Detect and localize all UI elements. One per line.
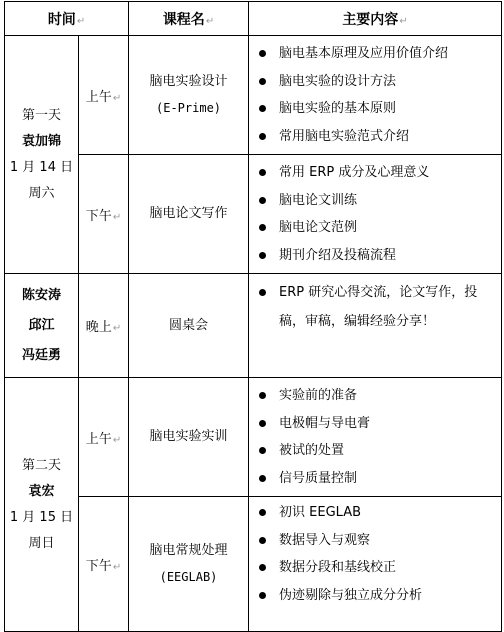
list-item: 电极帽与导电膏 — [257, 410, 501, 438]
header-course: 课程名↵ — [129, 2, 249, 36]
day1-cell — [5, 36, 79, 274]
day1-morning-content — [249, 36, 502, 155]
header-content: 主要内容↵ — [249, 2, 502, 36]
day2-afternoon-course: 脑电常规处理 (EEGLAB) — [129, 497, 249, 632]
list-item: 脑电实验的设计方法 — [257, 68, 501, 96]
list-item: 常用脑电实验范式介绍 — [257, 123, 501, 151]
list-item: 被试的处置 — [257, 437, 501, 465]
list-item: 脑电实验的基本原则 — [257, 95, 501, 123]
list-item: 实验前的准备 — [257, 382, 501, 410]
day2-weekday: 周日 — [28, 535, 55, 551]
list-item: 脑电基本原理及应用价值介绍 — [257, 40, 501, 68]
bullet-icon — [259, 447, 266, 454]
bullet-icon — [259, 197, 266, 204]
day2-morning-content — [249, 378, 502, 497]
list-item: 数据导入与观察 — [257, 527, 501, 555]
bullet-icon — [259, 592, 266, 599]
day1-label: 第一天 — [21, 107, 61, 123]
day1-morning-row — [5, 36, 502, 155]
list-item: 常用 ERP 成分及心理意义 — [257, 159, 501, 187]
list-item: 期刊介绍及投稿流程 — [257, 242, 501, 270]
bullet-icon — [259, 78, 266, 85]
bullet-icon — [259, 564, 266, 571]
bullet-icon — [259, 537, 266, 544]
day2-morning-row — [5, 378, 502, 497]
day1-morning-slot: 上午↵ — [79, 36, 129, 155]
day2-morning-course: 脑电实验实训 — [129, 378, 249, 497]
day1-afternoon-slot: 下午↵ — [79, 155, 129, 274]
evening-speakers — [5, 274, 79, 378]
day1-teacher: 袁加锦 — [21, 133, 61, 149]
day2-afternoon-row — [5, 497, 502, 632]
evening-slot: 晚上↵ — [79, 274, 129, 378]
day2-label: 第二天 — [21, 457, 61, 473]
evening-content — [249, 274, 502, 378]
list-item: 脑电论文范例 — [257, 214, 501, 242]
bullet-icon — [259, 169, 266, 176]
bullet-icon — [259, 252, 266, 259]
list-item: 信号质量控制 — [257, 465, 501, 493]
bullet-icon — [259, 509, 266, 516]
speaker-name: 邱江 — [28, 317, 55, 333]
list-item: 数据分段和基线校正 — [257, 554, 501, 582]
bullet-icon — [259, 289, 266, 296]
bullet-icon — [259, 133, 266, 140]
day1-morning-course: 脑电实验设计 (E-Prime) — [129, 36, 249, 155]
schedule-table — [4, 1, 502, 632]
day2-afternoon-slot: 下午↵ — [79, 497, 129, 632]
list-item: 初识 EEGLAB — [257, 499, 501, 527]
day1-weekday: 周六 — [28, 185, 55, 201]
bullet-icon — [259, 392, 266, 399]
list-item: 脑电论文训练 — [257, 187, 501, 215]
day2-morning-slot: 上午↵ — [79, 378, 129, 497]
speaker-name: 陈安涛 — [21, 287, 61, 303]
day2-afternoon-content — [249, 497, 502, 632]
header-row — [5, 2, 502, 36]
list-item: 伪迹剔除与独立成分分析 — [257, 582, 501, 610]
list-item: ERP 研究心得交流，论文写作，投稿，审稿，编辑经验分享！ — [257, 278, 501, 336]
bullet-icon — [259, 105, 266, 112]
evening-course: 圆桌会 — [129, 274, 249, 378]
day2-teacher: 袁宏 — [28, 483, 55, 499]
bullet-icon — [259, 475, 266, 482]
evening-row — [5, 274, 502, 378]
day2-cell — [5, 378, 79, 632]
speaker-name: 冯廷勇 — [21, 347, 61, 363]
day2-date: 1 月 15 日 — [9, 509, 74, 525]
day1-afternoon-course: 脑电论文写作 — [129, 155, 249, 274]
bullet-icon — [259, 50, 266, 57]
day1-date: 1 月 14 日 — [9, 159, 74, 175]
bullet-icon — [259, 224, 266, 231]
header-time: 时间↵ — [5, 2, 129, 36]
day1-afternoon-row — [5, 155, 502, 274]
day1-afternoon-content — [249, 155, 502, 274]
bullet-icon — [259, 420, 266, 427]
